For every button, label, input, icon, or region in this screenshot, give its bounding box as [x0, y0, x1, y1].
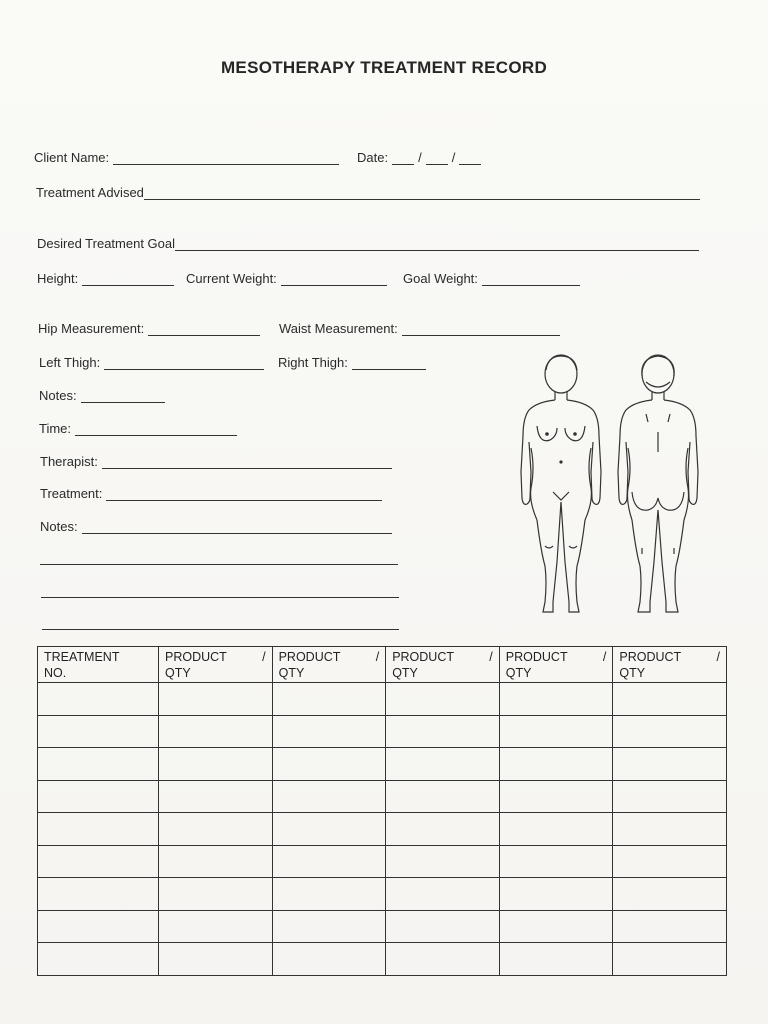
col-header-text: PRODUCT [165, 650, 227, 664]
product-qty-cell[interactable] [386, 715, 500, 748]
col-header-text: PRODUCT [278, 650, 341, 664]
treatment-table [37, 646, 727, 976]
col-header-text: PRODUCT [392, 650, 454, 664]
col-product-qty [613, 647, 727, 683]
product-qty-cell[interactable] [386, 780, 500, 813]
client-name-input[interactable] [113, 150, 339, 165]
product-qty-cell[interactable] [159, 683, 273, 716]
col-header-slash: / [489, 650, 493, 664]
time-field[interactable] [39, 421, 237, 436]
treatment-no-cell[interactable] [38, 683, 159, 716]
product-qty-cell[interactable] [159, 845, 273, 878]
hip-field[interactable] [38, 321, 260, 336]
product-qty-cell[interactable] [159, 780, 273, 813]
desired-goal-input[interactable] [175, 236, 699, 251]
waist-field[interactable] [279, 321, 560, 336]
col-header-text: QTY [392, 666, 418, 680]
col-header-slash: / [716, 650, 720, 664]
notes-input-2[interactable] [82, 519, 392, 534]
product-qty-cell[interactable] [613, 683, 727, 716]
col-product-qty [386, 647, 500, 683]
height-label: Height: [37, 271, 79, 286]
product-qty-cell[interactable] [159, 813, 273, 846]
product-qty-cell[interactable] [159, 748, 273, 781]
height-field[interactable] [37, 271, 174, 286]
table-row [38, 878, 727, 911]
goal-weight-label: Goal Weight: [403, 271, 478, 286]
product-qty-cell[interactable] [272, 878, 386, 911]
notes-label-1: Notes: [39, 388, 77, 403]
col-header-text: PRODUCT [619, 650, 682, 664]
treatment-no-cell[interactable] [38, 910, 159, 943]
date-year-input[interactable] [459, 150, 481, 165]
table-row [38, 910, 727, 943]
treatment-no-cell[interactable] [38, 878, 159, 911]
col-header-slash: / [602, 650, 607, 664]
product-qty-cell[interactable] [386, 813, 500, 846]
table-row [38, 780, 727, 813]
waist-input[interactable] [402, 321, 560, 336]
current-weight-field[interactable] [186, 271, 387, 286]
right-thigh-input[interactable] [352, 355, 426, 370]
client-name-label: Client Name: [34, 150, 110, 165]
treatment-advised-input[interactable] [144, 185, 700, 200]
product-qty-cell[interactable] [272, 910, 386, 943]
product-qty-cell[interactable] [159, 943, 273, 976]
notes-extra-line[interactable] [40, 564, 398, 565]
product-qty-cell[interactable] [272, 813, 386, 846]
notes-field-2[interactable] [40, 519, 392, 534]
product-qty-cell[interactable] [499, 683, 613, 716]
current-weight-label: Current Weight: [186, 271, 277, 286]
front-hair [546, 356, 577, 370]
table-row [38, 943, 727, 976]
notes-input-1[interactable] [81, 388, 165, 403]
desired-goal-label: Desired Treatment Goal [37, 236, 176, 251]
table-row [38, 683, 727, 716]
treatment-no-cell[interactable] [38, 943, 159, 976]
notes-field-1[interactable] [39, 388, 165, 403]
therapist-field[interactable] [40, 454, 392, 469]
product-qty-cell[interactable] [386, 943, 500, 976]
product-qty-cell[interactable] [159, 715, 273, 748]
product-qty-cell[interactable] [499, 845, 613, 878]
product-qty-cell[interactable] [613, 780, 727, 813]
col-header-text: TREATMENT [44, 650, 120, 664]
table-row [38, 845, 727, 878]
treatment-no-cell[interactable] [38, 748, 159, 781]
col-header-text: QTY [619, 666, 646, 680]
height-input[interactable] [82, 271, 174, 286]
notes-extra-line[interactable] [42, 629, 399, 630]
right-thigh-field[interactable] [278, 355, 426, 370]
date-label: Date: [357, 150, 389, 165]
date-separator: / [451, 150, 456, 165]
product-qty-cell[interactable] [272, 683, 386, 716]
waist-label: Waist Measurement: [279, 321, 398, 336]
product-qty-cell[interactable] [613, 910, 727, 943]
treatment-field[interactable] [40, 486, 382, 501]
notes-label-2: Notes: [40, 519, 78, 534]
time-input[interactable] [75, 421, 237, 436]
col-header-slash: / [375, 650, 380, 664]
therapist-input[interactable] [102, 454, 392, 469]
product-qty-cell[interactable] [499, 943, 613, 976]
form-title: MESOTHERAPY TREATMENT RECORD [220, 58, 548, 77]
col-header-slash: / [262, 650, 266, 664]
product-qty-cell[interactable] [499, 748, 613, 781]
current-weight-input[interactable] [281, 271, 387, 286]
body-back-figure[interactable] [612, 352, 704, 616]
product-qty-cell[interactable] [613, 878, 727, 911]
therapist-label: Therapist: [40, 454, 98, 469]
table-row [38, 715, 727, 748]
product-qty-cell[interactable] [499, 878, 613, 911]
product-qty-cell[interactable] [386, 910, 500, 943]
hip-label: Hip Measurement: [38, 321, 145, 336]
body-front-figure[interactable] [515, 352, 607, 616]
table-row [38, 748, 727, 781]
product-qty-cell[interactable] [159, 910, 273, 943]
client-name-field[interactable] [34, 150, 339, 165]
time-label: Time: [39, 421, 72, 436]
product-qty-cell[interactable] [499, 910, 613, 943]
col-header-text: NO. [44, 666, 67, 680]
left-thigh-input[interactable] [104, 355, 264, 370]
product-qty-cell[interactable] [613, 813, 727, 846]
col-header-text: PRODUCT [505, 650, 568, 664]
product-qty-cell[interactable] [613, 715, 727, 748]
date-separator: / [418, 150, 422, 165]
col-product-qty [159, 647, 273, 683]
date-field[interactable] [357, 150, 481, 165]
col-header-text: QTY [505, 666, 532, 680]
product-qty-cell[interactable] [613, 943, 727, 976]
left-thigh-label: Left Thigh: [39, 355, 101, 370]
product-qty-cell[interactable] [272, 715, 386, 748]
treatment-no-cell[interactable] [38, 813, 159, 846]
table-header-row [38, 647, 727, 683]
col-treatment-no [38, 647, 159, 683]
product-qty-cell[interactable] [386, 683, 500, 716]
product-qty-cell[interactable] [499, 813, 613, 846]
col-product-qty [499, 647, 613, 683]
notes-extra-line[interactable] [41, 597, 399, 598]
product-qty-cell[interactable] [499, 715, 613, 748]
treatment-advised-field[interactable] [36, 185, 700, 200]
treatment-no-cell[interactable] [38, 780, 159, 813]
treatment-advised-label: Treatment Advised [36, 185, 144, 200]
product-qty-cell[interactable] [272, 780, 386, 813]
goal-weight-input[interactable] [482, 271, 580, 286]
date-month-input[interactable] [392, 150, 414, 165]
treatment-label: Treatment: [40, 486, 103, 501]
table-body [38, 683, 727, 976]
treatment-no-cell[interactable] [38, 845, 159, 878]
product-qty-cell[interactable] [386, 748, 500, 781]
treatment-no-cell[interactable] [38, 715, 159, 748]
product-qty-cell[interactable] [613, 748, 727, 781]
product-qty-cell[interactable] [499, 780, 613, 813]
product-qty-cell[interactable] [272, 943, 386, 976]
product-qty-cell[interactable] [386, 878, 500, 911]
product-qty-cell[interactable] [613, 845, 727, 878]
product-qty-cell[interactable] [272, 845, 386, 878]
product-qty-cell[interactable] [386, 845, 500, 878]
treatment-input[interactable] [106, 486, 382, 501]
goal-weight-field[interactable] [403, 271, 580, 286]
right-thigh-label: Right Thigh: [278, 355, 348, 370]
product-qty-cell[interactable] [272, 748, 386, 781]
col-product-qty [272, 647, 386, 683]
date-day-input[interactable] [426, 150, 448, 165]
hip-input[interactable] [148, 321, 260, 336]
col-header-text: QTY [278, 666, 305, 680]
product-qty-cell[interactable] [159, 878, 273, 911]
table-row [38, 813, 727, 846]
desired-goal-field[interactable] [37, 236, 699, 251]
col-header-text: QTY [165, 666, 191, 680]
left-thigh-field[interactable] [39, 355, 264, 370]
